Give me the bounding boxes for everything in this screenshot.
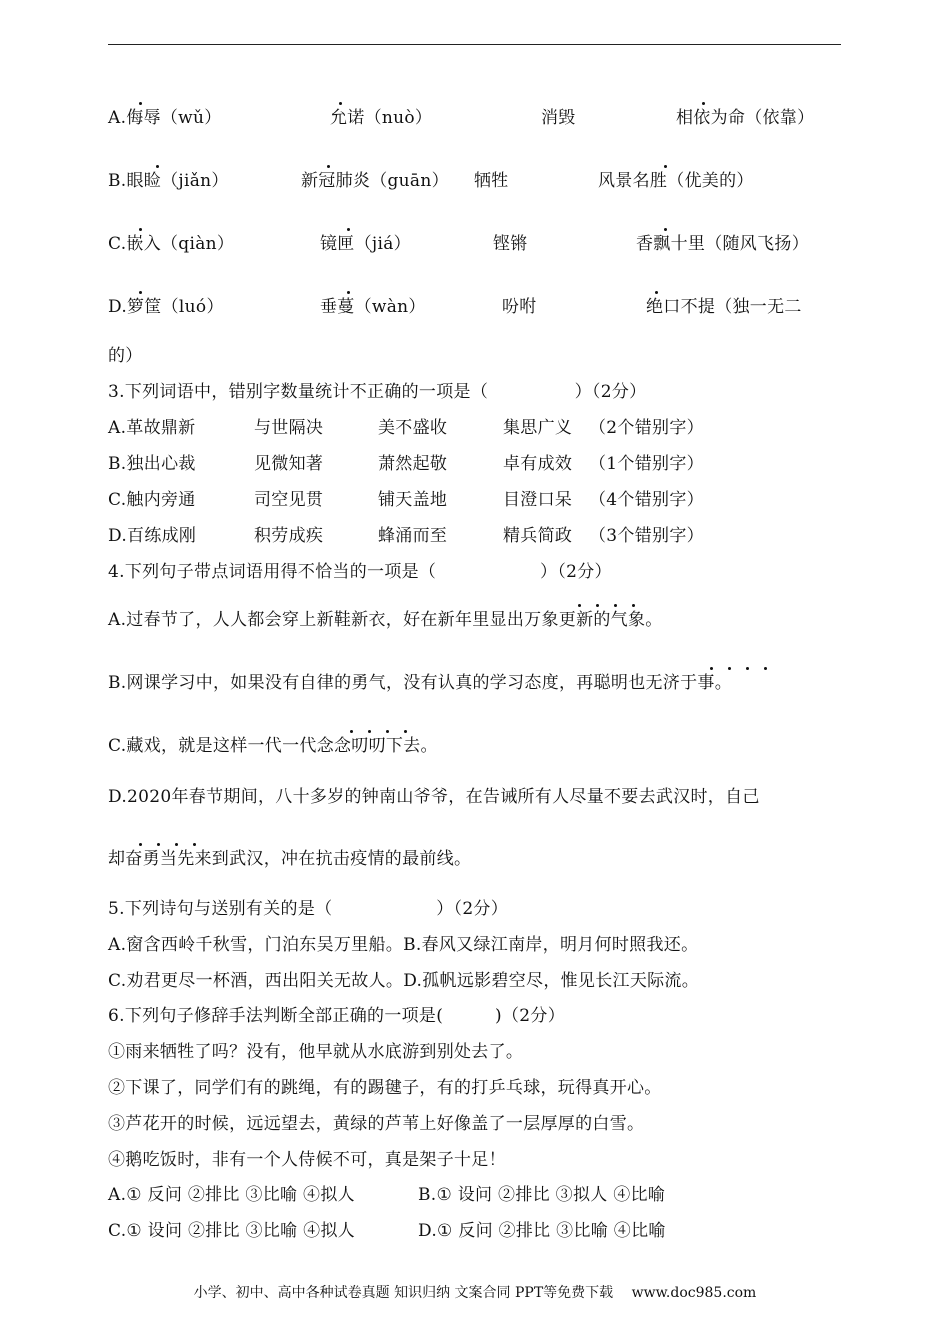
q3-row-c-2: 司空见贯 bbox=[254, 490, 324, 510]
q6-sentence-1: ①雨来牺牲了吗？没有，他早就从水底游到别处去了。 bbox=[108, 1042, 524, 1062]
q3-row-b-3: 萧然起敬 bbox=[378, 454, 448, 474]
q4-stem: 4.下列句子带点词语用得不恰当的一项是（ ）（2分） bbox=[108, 562, 612, 582]
q2-option-c-3: 铿锵 bbox=[493, 234, 528, 254]
q6-sentence-2: ②下课了，同学们有的跳绳，有的踢毽子，有的打乒乓球，玩得真开心。 bbox=[108, 1078, 662, 1098]
emphasis-dot bbox=[764, 667, 767, 670]
q6-option-b: B.① 设问 ②排比 ③拟人 ④比喻 bbox=[418, 1185, 666, 1205]
q2-option-b-1: B.眼睑（jiǎn） bbox=[108, 171, 229, 191]
q3-row-c-4: 目澄口呆 bbox=[503, 490, 573, 510]
q3-row-b-1: B.独出心裁 bbox=[108, 454, 196, 474]
q4-option-a: A.过春节了，人人都会穿上新鞋新衣，好在新年里显出万象更新的气象。 bbox=[108, 610, 663, 630]
emphasis-dot bbox=[596, 604, 599, 607]
emphasis-dot bbox=[347, 228, 350, 231]
q2-option-c-1: C.嵌入（qiàn） bbox=[108, 234, 235, 254]
q3-row-d-3: 蜂涌而至 bbox=[378, 526, 448, 546]
q3-row-a-count: （2个错别字） bbox=[589, 418, 704, 438]
q3-row-d-1: D.百练成刚 bbox=[108, 526, 197, 546]
emphasis-dot bbox=[710, 667, 713, 670]
q2-option-d-3: 吩咐 bbox=[502, 297, 537, 317]
q3-row-c-1: C.触内旁通 bbox=[108, 490, 196, 510]
emphasis-dot bbox=[655, 291, 658, 294]
q3-row-d-4: 精兵简政 bbox=[503, 526, 573, 546]
q3-row-a-1: A.革故鼎新 bbox=[108, 418, 196, 438]
q2-option-b-2: 新冠肺炎（guān） bbox=[301, 171, 449, 191]
emphasis-dot bbox=[746, 667, 749, 670]
q2-option-c-4: 香飘十里（随风飞扬） bbox=[636, 234, 809, 254]
q2-option-b-3: 牺牲 bbox=[474, 171, 509, 191]
q5-stem: 5.下列诗句与送别有关的是（ ）（2分） bbox=[108, 899, 509, 919]
emphasis-dot bbox=[347, 291, 350, 294]
q2-option-d-4: 绝口不提（独一无二 bbox=[646, 297, 802, 317]
q2-option-a-4: 相依为命（依靠） bbox=[676, 108, 815, 128]
emphasis-dot bbox=[350, 730, 353, 733]
q3-row-a-4: 集思广义 bbox=[503, 418, 573, 438]
q2-option-c-2: 镜匣（jiá） bbox=[320, 234, 411, 254]
q3-row-d-2: 积劳成疾 bbox=[254, 526, 324, 546]
q2-option-a-2: 允诺（nuò） bbox=[330, 108, 433, 128]
emphasis-dot bbox=[386, 730, 389, 733]
q3-row-c-3: 铺天盖地 bbox=[378, 490, 448, 510]
emphasis-dot bbox=[193, 843, 196, 846]
q4-option-c: C.藏戏，就是这样一代一代念念叨叨下去。 bbox=[108, 736, 438, 756]
q6-option-a: A.① 反问 ②排比 ③比喻 ④拟人 bbox=[108, 1185, 355, 1205]
q3-row-c-count: （4个错别字） bbox=[589, 490, 704, 510]
q3-row-b-4: 卓有成效 bbox=[503, 454, 573, 474]
emphasis-dot bbox=[664, 228, 667, 231]
q4-option-d-line1: D.2020年春节期间，八十多岁的钟南山爷爷，在告诫所有人尽量不要去武汉时，自己 bbox=[108, 787, 760, 807]
emphasis-dot bbox=[139, 102, 142, 105]
emphasis-dot bbox=[728, 667, 731, 670]
q2-option-d-1: D.箩筐（luó） bbox=[108, 297, 224, 317]
q3-row-a-2: 与世隔决 bbox=[254, 418, 324, 438]
q2-option-d-2: 垂蔓（wàn） bbox=[320, 297, 426, 317]
q6-sentence-4: ④鹅吃饭时，非有一个人侍候不可，真是架子十足！ bbox=[108, 1150, 506, 1170]
q6-stem: 6.下列句子修辞手法判断全部正确的一项是( )（2分） bbox=[108, 1006, 565, 1026]
emphasis-dot bbox=[139, 843, 142, 846]
page-footer: 小学、初中、高中各种试卷真题 知识归纳 文案合同 PPT等免费下载 www.doc985.com bbox=[193, 1285, 757, 1301]
q2-option-a-3: 消毁 bbox=[541, 108, 576, 128]
header-rule bbox=[108, 44, 841, 45]
emphasis-dot bbox=[632, 604, 635, 607]
q6-option-c: C.① 设问 ②排比 ③比喻 ④拟人 bbox=[108, 1221, 356, 1241]
emphasis-dot bbox=[175, 843, 178, 846]
emphasis-dot bbox=[702, 102, 705, 105]
emphasis-dot bbox=[664, 165, 667, 168]
emphasis-dot bbox=[578, 604, 581, 607]
q2-option-d-continuation: 的） bbox=[108, 346, 143, 366]
emphasis-dot bbox=[404, 730, 407, 733]
emphasis-dot bbox=[327, 165, 330, 168]
q2-option-b-4: 风景名胜（优美的） bbox=[598, 171, 754, 191]
q3-row-b-count: （1个错别字） bbox=[589, 454, 704, 474]
emphasis-dot bbox=[339, 102, 342, 105]
q3-stem: 3.下列词语中，错别字数量统计不正确的一项是（ ）（2分） bbox=[108, 382, 647, 402]
q6-option-d: D.① 反问 ②排比 ③比喻 ④比喻 bbox=[418, 1221, 666, 1241]
emphasis-dot bbox=[156, 165, 159, 168]
emphasis-dot bbox=[368, 730, 371, 733]
emphasis-dot bbox=[139, 228, 142, 231]
q4-option-d-line2: 却奋勇当先来到武汉，冲在抗击疫情的最前线。 bbox=[108, 849, 472, 869]
q5-options-cd: C.劝君更尽一杯酒，西出阳关无故人。D.孤帆远影碧空尽，惟见长江天际流。 bbox=[108, 971, 700, 991]
emphasis-dot bbox=[139, 291, 142, 294]
q2-option-a-1: A.侮辱（wǔ） bbox=[108, 108, 222, 128]
q3-row-b-2: 见微知著 bbox=[254, 454, 324, 474]
emphasis-dot bbox=[614, 604, 617, 607]
q4-option-b: B.网课学习中，如果没有自律的勇气，没有认真的学习态度，再聪明也无济于事。 bbox=[108, 673, 732, 693]
q6-sentence-3: ③芦花开的时候，远远望去，黄绿的芦苇上好像盖了一层厚厚的白雪。 bbox=[108, 1114, 645, 1134]
q5-options-ab: A.窗含西岭千秋雪，门泊东吴万里船。B.春风又绿江南岸，明月何时照我还。 bbox=[108, 935, 699, 955]
q3-row-a-3: 美不盛收 bbox=[378, 418, 448, 438]
q3-row-d-count: （3个错别字） bbox=[589, 526, 704, 546]
emphasis-dot bbox=[157, 843, 160, 846]
